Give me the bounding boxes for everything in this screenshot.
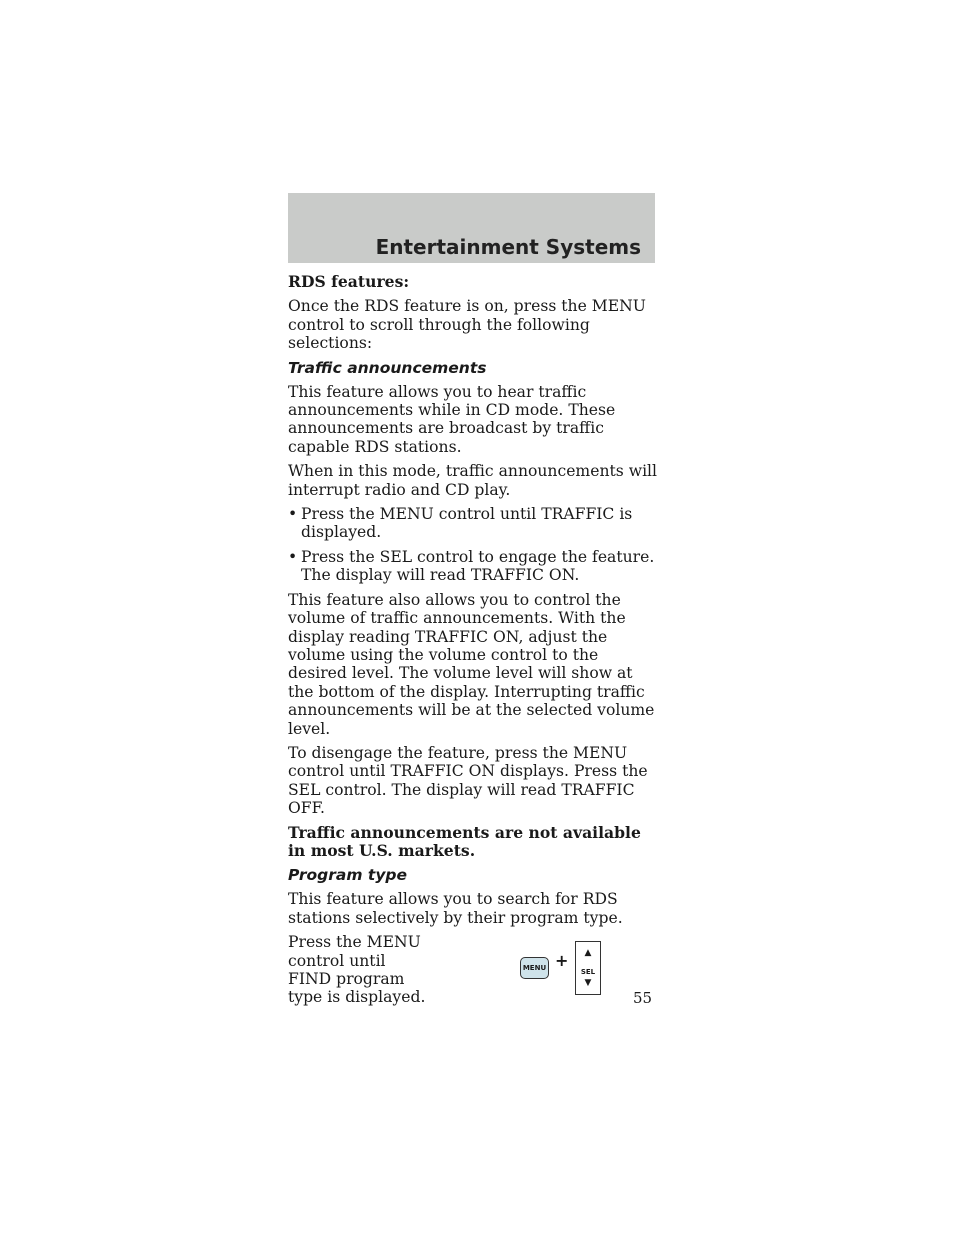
menu-sel-diagram [520,941,610,997]
arrow-up-icon: ▲ [584,948,592,959]
arrow-down-icon: ▼ [584,977,592,988]
bullet-dot: • [288,547,298,566]
menu-button-illustration: MENU [520,957,549,979]
sel-label: SEL [580,968,596,977]
page-number: 55 [633,989,653,1007]
traffic-announcements-heading: Traffic announcements [288,358,487,377]
plus-symbol: + [555,951,569,971]
program-paragraph-1: This feature allows you to search for RDS stations selectively by their program type. [288,890,623,927]
program-type-heading: Program type [288,866,408,885]
sel-button-illustration [575,941,601,995]
bullet-dot: • [288,505,298,524]
section-header-band [288,193,655,263]
bullet-item [288,548,658,585]
traffic-paragraph-4: To disengage the feature, press the MENU control until TRAFFIC ON displays. Press the SEL control. The display will read TRAFFIC OFF. [288,743,648,818]
program-instruction-row [288,933,658,1013]
bullet-item [288,505,658,542]
bullet-text: Press the SEL control to engage the feature. The display will read TRAFFIC ON. [301,547,655,585]
traffic-paragraph-1: This feature allows you to hear traffic announcements while in CD mode. These announcements are broadcast by traffic capable RDS stations. [288,382,616,456]
intro-paragraph: Once the RDS feature is on, press the MENU control to scroll through the following selections: [288,297,646,353]
program-paragraph-2: Press the MENU control until FIND program type is displayed. [288,933,426,1007]
traffic-paragraph-3: This feature also allows you to control the volume of traffic announcements. With the display reading TRAFFIC ON, adjust the volume using the volume control to the desired level. The volume level will show at the bottom of the display. Interrupting traffic announcements will be at the selected volume level. [288,590,655,738]
traffic-paragraph-2: When in this mode, traffic announcements will interrupt radio and CD play. [288,462,658,499]
traffic-availability-note: Traffic announcements are not available in most U.S. markets. [288,822,641,860]
page-content [288,273,658,1013]
rds-features-heading: RDS features: [288,272,410,291]
bullet-text: Press the MENU control until TRAFFIC is displayed. [301,505,633,542]
section-title: Entertainment Systems [375,235,641,259]
